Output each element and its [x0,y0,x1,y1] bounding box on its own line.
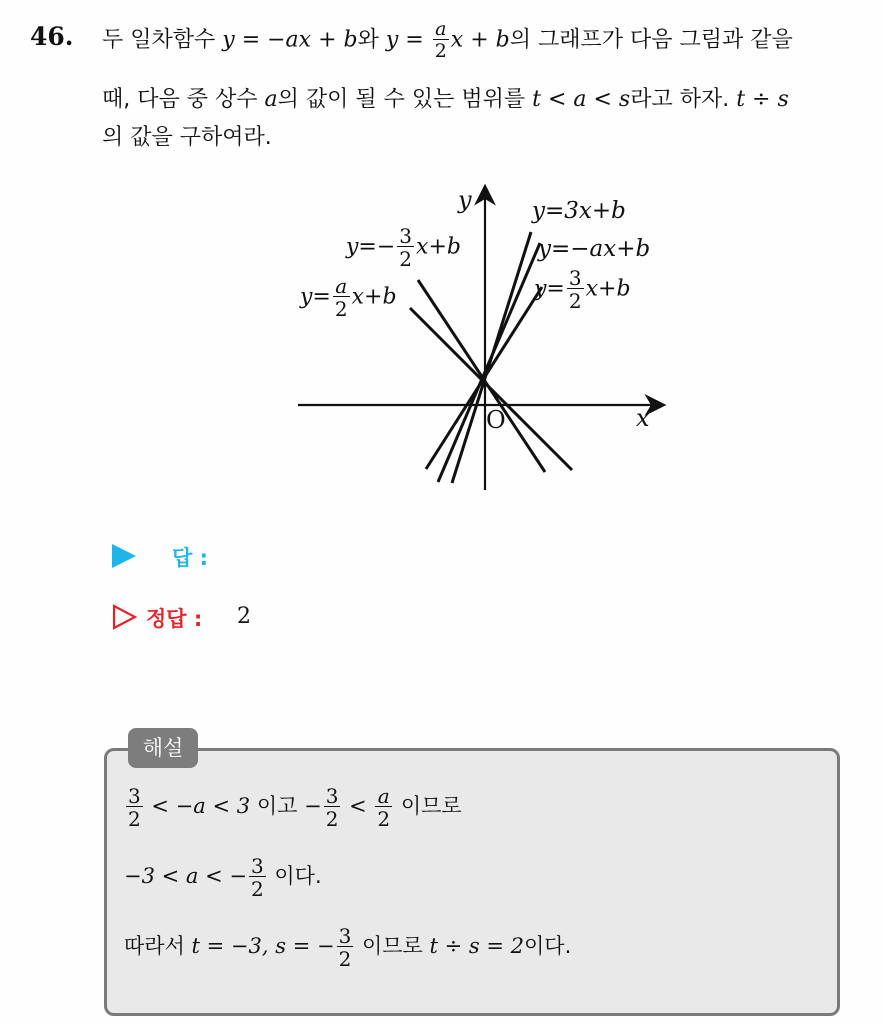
label-neg-ax: y=−ax+b [538,236,651,262]
problem-line-1 [102,20,793,61]
problem-line-3: 의 값을 구하여라. [102,125,272,150]
solution-line-3: 따라서 t = −3, s = − $\frac{3}{2}$ 이므로 t ÷ s = 2이다. [124,924,572,971]
inequality: t < a < s [532,87,631,112]
correct-answer-arrow-icon [112,604,138,630]
expression: t ÷ s [736,87,789,112]
line-neg-3-halves [418,280,545,472]
problem-text: 때, 다음 중 상수 [102,87,258,112]
problem-text: 라고 하자. [630,87,730,112]
problem-text: 와 [357,27,379,53]
problem-line-2 [102,82,789,113]
line-a-halves [410,308,572,470]
x-axis-label: x [636,404,650,432]
problem-text: 의 값이 될 수 있는 범위를 [277,87,526,112]
equation-2-right: x + b [450,27,510,53]
label-3x: y=3x+b [532,198,626,224]
answer-label: 답 : [172,546,208,570]
problem-text: 의 그래프가 다음 그림과 같을 [509,27,793,53]
solution-line-1: $\frac{3}{2}$ < −a < 3 이고 − $\frac{3}{2}$ < $\frac{a}{2}$ 이므로 [128,784,462,831]
label-a-halves: y= $\frac{a}{2}$ x+b [300,274,397,321]
variable-a: a [264,87,278,112]
problem-number: 46. [30,22,74,51]
problem-text: 두 일차함수 [102,27,216,53]
y-axis-label: y [458,186,472,214]
origin-label: O [486,406,506,434]
graph-figure [280,180,680,500]
solution-tag: 해설 [128,728,198,768]
correct-answer-value: 2 [237,604,251,629]
label-3-halves: y= $\frac{3}{2}$ x+b [534,266,631,313]
label-neg-3-halves: y=− $\frac{3}{2}$ x+b [346,224,461,271]
fraction-a-over-2: $\frac{a}{2}$ [434,18,447,62]
correct-answer-label: 정답 : [146,607,203,631]
equation-2-left: y = [385,27,424,53]
solution-line-2: −3 < a < − $\frac{3}{2}$ 이다. [124,854,322,901]
line-neg-ax [438,243,540,482]
equation-1: y = −ax + b [222,27,358,53]
answer-arrow-icon [112,544,138,568]
